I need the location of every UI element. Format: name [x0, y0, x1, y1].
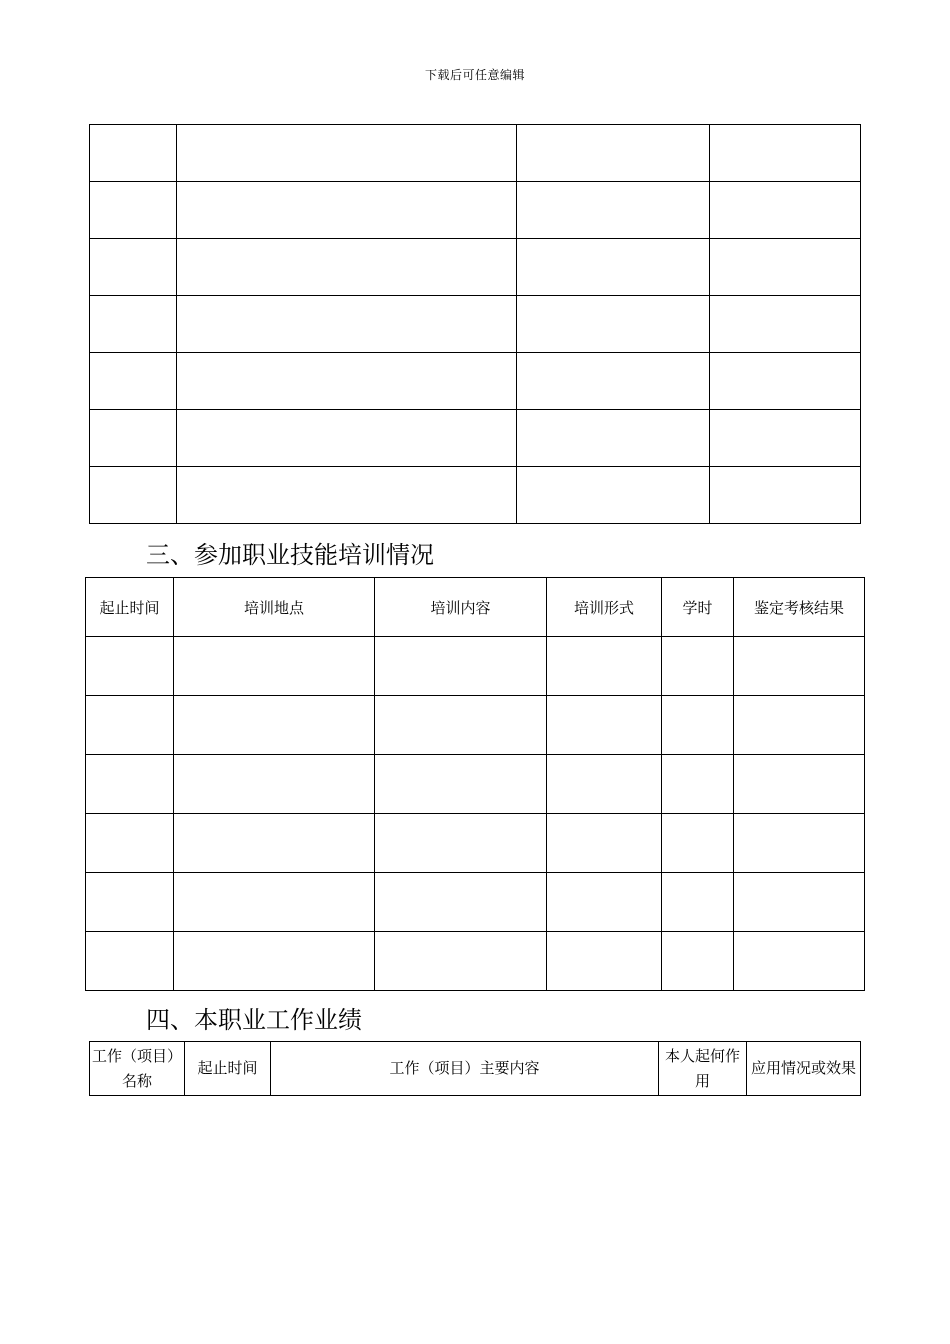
- cell[interactable]: [90, 353, 177, 410]
- cell[interactable]: [177, 410, 517, 467]
- cell[interactable]: [375, 637, 547, 696]
- column-header: 工作（项目）主要内容: [271, 1042, 659, 1096]
- cell[interactable]: [734, 755, 865, 814]
- cell[interactable]: [174, 814, 375, 873]
- header-note: 下载后可任意编辑: [424, 68, 525, 82]
- cell[interactable]: [86, 637, 174, 696]
- cell[interactable]: [90, 182, 177, 239]
- column-header: 培训内容: [375, 578, 547, 637]
- table-row: [90, 239, 861, 296]
- cell[interactable]: [734, 814, 865, 873]
- cell[interactable]: [547, 637, 662, 696]
- column-header: 培训形式: [547, 578, 662, 637]
- cell[interactable]: [710, 296, 861, 353]
- cell[interactable]: [375, 873, 547, 932]
- table-row: [86, 755, 865, 814]
- column-header: 鉴定考核结果: [734, 578, 865, 637]
- cell[interactable]: [547, 755, 662, 814]
- achievements-table: [89, 1041, 861, 1096]
- cell[interactable]: [517, 125, 710, 182]
- cell[interactable]: [86, 873, 174, 932]
- cell[interactable]: [662, 696, 734, 755]
- cell[interactable]: [662, 755, 734, 814]
- cell[interactable]: [177, 125, 517, 182]
- cell[interactable]: [517, 467, 710, 524]
- cell[interactable]: [375, 932, 547, 991]
- cell[interactable]: [174, 755, 375, 814]
- cell[interactable]: [710, 239, 861, 296]
- cell[interactable]: [517, 239, 710, 296]
- column-header: 起止时间: [185, 1042, 271, 1096]
- table-row: [90, 410, 861, 467]
- table-row: [90, 353, 861, 410]
- column-header: 培训地点: [174, 578, 375, 637]
- table-row: [90, 296, 861, 353]
- cell[interactable]: [734, 637, 865, 696]
- cell[interactable]: [517, 182, 710, 239]
- table-continuation: [89, 124, 861, 524]
- cell[interactable]: [177, 296, 517, 353]
- table-header-row: [86, 578, 865, 637]
- cell[interactable]: [547, 932, 662, 991]
- cell[interactable]: [86, 932, 174, 991]
- cell[interactable]: [86, 814, 174, 873]
- table-row: [90, 182, 861, 239]
- cell[interactable]: [90, 125, 177, 182]
- table-row: [86, 873, 865, 932]
- cell[interactable]: [174, 637, 375, 696]
- cell[interactable]: [90, 239, 177, 296]
- section-title-training: 三、参加职业技能培训情况: [146, 541, 434, 569]
- cell[interactable]: [177, 239, 517, 296]
- cell[interactable]: [375, 814, 547, 873]
- cell[interactable]: [86, 696, 174, 755]
- cell[interactable]: [375, 755, 547, 814]
- column-header: 工作（项目）名称: [90, 1042, 185, 1096]
- cell[interactable]: [90, 296, 177, 353]
- table-row: [86, 696, 865, 755]
- table-row: [86, 637, 865, 696]
- cell[interactable]: [662, 637, 734, 696]
- cell[interactable]: [710, 125, 861, 182]
- column-header: 起止时间: [86, 578, 174, 637]
- cell[interactable]: [177, 467, 517, 524]
- cell[interactable]: [710, 467, 861, 524]
- table-row: [86, 814, 865, 873]
- cell[interactable]: [517, 410, 710, 467]
- cell[interactable]: [710, 182, 861, 239]
- cell[interactable]: [177, 353, 517, 410]
- section-title-achievements: 四、本职业工作业绩: [146, 1006, 362, 1034]
- cell[interactable]: [710, 410, 861, 467]
- cell[interactable]: [710, 353, 861, 410]
- cell[interactable]: [90, 410, 177, 467]
- cell[interactable]: [662, 873, 734, 932]
- cell[interactable]: [662, 932, 734, 991]
- cell[interactable]: [734, 696, 865, 755]
- cell[interactable]: [174, 932, 375, 991]
- column-header: 本人起何作用: [659, 1042, 747, 1096]
- cell[interactable]: [375, 696, 547, 755]
- cell[interactable]: [547, 696, 662, 755]
- column-header: 学时: [662, 578, 734, 637]
- table-row: [90, 467, 861, 524]
- table-header-row: [90, 1042, 861, 1096]
- cell[interactable]: [177, 182, 517, 239]
- cell[interactable]: [547, 873, 662, 932]
- cell[interactable]: [547, 814, 662, 873]
- table-row: [90, 125, 861, 182]
- cell[interactable]: [517, 296, 710, 353]
- cell[interactable]: [517, 353, 710, 410]
- cell[interactable]: [662, 814, 734, 873]
- cell[interactable]: [734, 873, 865, 932]
- column-header: 应用情况或效果: [747, 1042, 861, 1096]
- cell[interactable]: [90, 467, 177, 524]
- cell[interactable]: [734, 932, 865, 991]
- cell[interactable]: [174, 696, 375, 755]
- training-table: [85, 577, 865, 991]
- cell[interactable]: [174, 873, 375, 932]
- table-row: [86, 932, 865, 991]
- cell[interactable]: [86, 755, 174, 814]
